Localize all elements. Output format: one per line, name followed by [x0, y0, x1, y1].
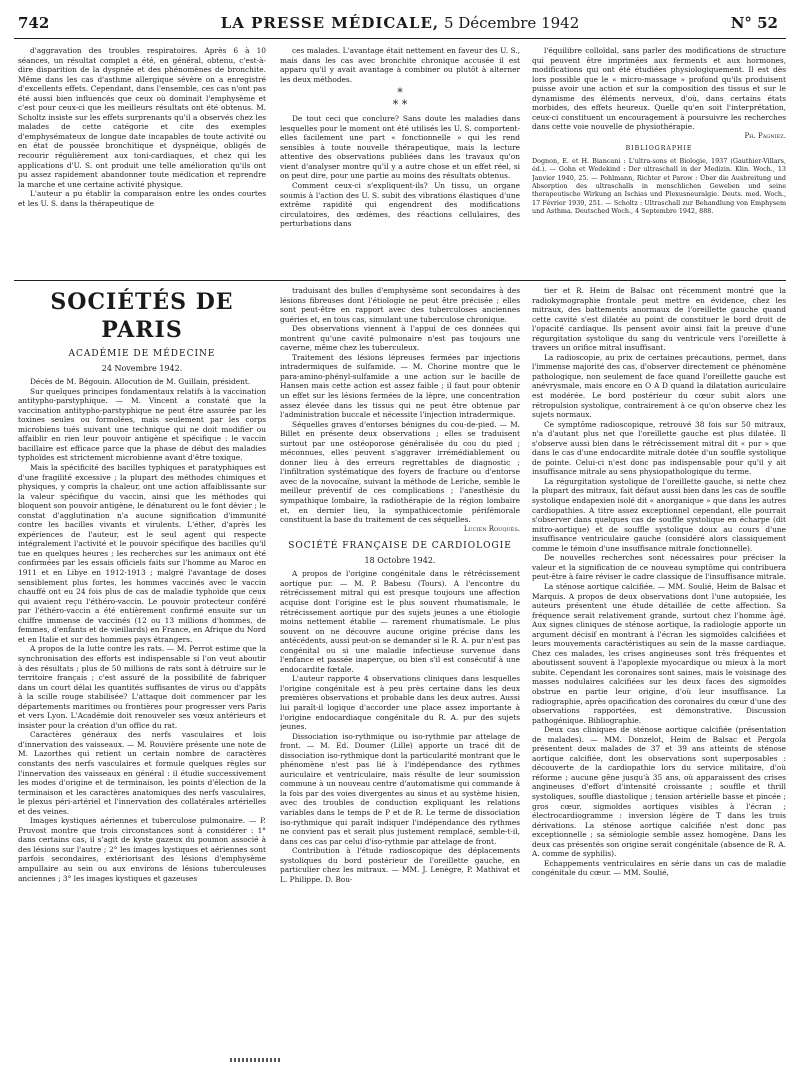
paragraph: Caractères généraux des nerfs vasculaires et lois d'innervation des vaisseaux. — M. Rouvière présente une note de M. Lazorthes qui retient un certain nombre de caractères constants des nerfs vasculaires et formule quelques règles sur l'innervation des vaisseaux en général : il étudie successivement les modes d'origine et de terminaison, les points d'élection de la terminaison et les caractères anatomiques des nerfs vasculaires, le plexus péri-artériel et l'innervation des collatérales artérielles et des veines. [18, 730, 266, 816]
paragraph: La régurgitation systolique de l'oreillette gauche, si nette chez la plupart des mitraux, fait défaut aussi bien dans les cas de souffle systolique endapexien isolé dit « anorganique » que dans les autres cardiopathies. A titre assez exceptionnel cependant, elle pourrait s'observer dans quelques cas de souffle systolique en écharpe (dit mitro-aortique) et de souffle systolique doux au cours d'une insuffisance ventriculaire gauche (considéré alors classiquement comme le témoin d'une insuffisance mitrale fonctionnelle). [532, 476, 786, 553]
meeting-date: 24 Novembre 1942. [101, 363, 183, 373]
paragraph: Séquelles graves d'entorses bénignes du cou-de-pied. — M. Billet en présente deux observations ; elles se traduisent surtout par une ostéoporose généralisée du cou du pied ; méconnues, elles peuvent s'aggraver irrémédiablement ou donner lieu à des erreurs regrettables de diagnostic ; l'infiltration systématique des foyers de fracture ou d'entorse avec de la novocaïne, suivant la méthode de Leriche, semble le meilleur préventif de ces complications ; l'anesthésie du sympathique lombaire, la radiothérapie de la région lombaire et, en dernier lieu, la sympathicectomie périfémorale constituent la base du traitement de ces séquelles. [280, 419, 520, 525]
paragraph: Deux cas cliniques de sténose aortique calcifiée (présentation de malades). — MM. Donzelot, Heim de Balsac et Pergola présentent deux malades de 37 et 39 ans atteints de sténose aortique calcifiée, dont les observations sont superposables : découverte de la cardiopathie lors du service militaire, d'où réforme ; aucune gêne jusqu'à 35 ans, où apparaissent des crises angineuses d'effort d'intensité croissante ; souffle et thrill systoliques, souffle diastolique ; tension artérielle basse et pincée ; gros cœur, sigmoïdes aortiques visibles à l'écran ; électrocardiogramme : inversion légère de T dans les trois dérivations. La sténose aortique calcifiée n'est donc pas exceptionnelle ; sa sémiologie semble assez homogène. Dans les deux cas présentés son origine serait congénitale (absence de R. A. A. comme de syphilis). [532, 725, 786, 859]
paragraph: l'équilibre colloïdal, sans parler des modifications de structure qui peuvent être imprimées aux ferments et aux hormones, modifications qui ont été étudiées physiologiquement. Il est dès lors possible que le « micro-massage » profond qu'ils produisent puisse avoir une action et sur la composition des tissus et sur le dynamisme des éléments nerveux, d'où, dans certains états morbides, des effets heureux. Quelle qu'en soit l'interprétation, ceux-ci constituent un encouragement à poursuivre les recherches dans cette voie nouvelle de physiothérapie. [532, 46, 786, 132]
cardio-heading: SOCIÉTÉ FRANÇAISE DE CARDIOLOGIE [288, 541, 512, 552]
bottom-column-1 [18, 286, 266, 1064]
paragraph: Comment ceux-ci s'expliquent-ils? Un tissu, un organe soumis à l'action des U. S. subit des vibrations élastiques d'une extrême rapidité qui engendrent des modifications circulatoires, des œdèmes, des réactions cellulaires, des perturbations dans [280, 181, 520, 229]
author-signature: Ph. Pagniez. [744, 131, 786, 140]
paragraph: La sténose aortique calcifiée. — MM. Soulié, Heim de Balsac et Marquis. A propos de deux observations dont l'une autopsiée, les auteurs présentent une étude détaillée de cette affection. Sa fréquence serait relativement grande, surtout chez l'homme âgé. Aux signes cliniques de sténose aortique, la radiologie apporte un argument décisif en montrant à l'écran les sigmoïdes calcifiées et leurs mouvements caractéristiques au sein de la masse cardiaque. Chez ces malades, les crises angineuses sont très fréquentes et aboutissent souvent à l'apoplexie myocardique ou mieux à la mort subite. Cependant les coronaires sont saines, mais le voisinage des masses nodulaires calcifiées sur les deux faces des sigmoïdes obstrue en partie leur origine, d'où leur insuffisance. La radiographie, après opacification des coronaires du cœur d'une des observations rapportées, est démonstrative. Discussion pathogénique. Bibliographie. [532, 581, 786, 725]
paragraph: Mais la spécificité des bacilles typhiques et paratyphiques est d'une fragilité excessive ; la plupart des méthodes chimiques et physiques, y compris la chaleur, ont une action affaiblissante sur la valeur spécifique du vaccin, ainsi que les méthodes qui bloquent son pouvoir antigène, le dénaturent ou le font dévier ; le constat d'agglutination n'a aucune signification d'immunité contre les bacilles vivants et virulents. L'éther, d'après les expériences de l'auteur, est le seul agent qui respecte intégralement l'activité et le pouvoir spécifique des bacilles qu'il tue en quelques heures ; les recherches sur les animaux ont été confirmées par les essais officiels faits sur l'homme au Maroc en 1911 et en Libye en 1912-1913 ; malgré l'avantage de doses sensiblement plus fortes, les hommes vaccinés avec le vaccin chauffé ont eu 24 fois plus de cas de maladie typhoïde que ceux qui avaient reçu l'éthéro-vaccin. Le pouvoir protecteur conféré par l'éthéro-vaccin a été entièrement confirmé ensuite sur un chiffre immense de vaccinés (12 ou 13 millions d'hommes, de femmes, d'enfants et de vieillards) en France, en Afrique du Nord et en Italie et sur des hommes pays étrangers. [18, 463, 266, 644]
paragraph: A propos de la lutte contre les rats. — M. Perrot estime que la synchronisation des efforts est indispensable si l'on veut aboutir à des résultats ; plus de 50 millions de rats sont à détruire sur le territoire français ; c'est assuré de la possibilité de fabriquer dans un court délai les quantités suffisantes de virus ou d'appâts à la scille rouge stabilisée? L'attaque doit commencer par les départements maritimes ou frontières pour progresser vers Paris et vers Lyon. L'Académie doit renouveler ses vœux antérieurs et insister pour la création d'un office du rat. [18, 644, 266, 730]
paragraph: La radioscopie, au prix de certaines précautions, permet, dans l'immense majorité des cas, d'observer directement ce phénomène pathologique, non seulement de face quand l'oreillette gauche est anévrysmale, mais encore en O A D quand la dilatation auriculaire est modérée. Le bord postérieur du cœur subit alors une rétropulsion systolique, contrairement à ce qu'on observe chez les sujets normaux. [532, 352, 786, 420]
paragraph: Dissociation iso-rythmique ou iso-rythmie par attelage de front. — M. Ed. Doumer (Lille) apporte un tracé dit de dissociation iso-rythmique dont la particularité montrant que le phénomène n'est pas lié à l'indépendance des rythmes auriculaire et ventriculaire, mais résulte de leur soumission commune à un nouveau centre d'automatisme qui commande à la fois par des voies divergentes au sinus et au système hisien, avec des troubles de conduction expliquant les relations variables dans le temps de P et de R. Le terme de dissociation iso-rythmique qui paraît indiquer l'indépendance des rythmes ne convient pas et serait plus justement remplacé, semble-t-il, dans ces cas par celui d'iso-rythmie par attelage de front. [280, 731, 520, 846]
paragraph: A propos de l'origine congénitale dans le rétrécissement aortique pur. — M. P. Babesu (Tours). A l'encontre du rétrécissement mitral qui est presque toujours une affection acquise dont l'origine est le plus souvent rhumatismale, le rétrécissement aortique pur des sujets jeunes a une étiologie moins nettement établie — rarement rhumatismale. Le plus souvent on ne découvre aucune origine précise dans les antécédents, aussi peut-on se demander si le R. A. pur n'est pas congénital ou si une maladie infectieuse survenue dans l'enfance et passée inaperçue, ou bien s'il est consécutif à une endocardite fœtale. [280, 569, 520, 674]
header-rule [14, 38, 786, 39]
reporter-signature: Lucien Rouquès. [463, 524, 520, 533]
academie-heading: ACADÉMIE DE MÉDECINE [68, 349, 216, 359]
paragraph: Images kystiques aériennes et tuberculose pulmonaire. — P. Pruvost montre que trois circonstances sont à considérer : 1° dans certains cas, il s'agit de kyste gazeux du poumon associé à des lésions sur l'autre ; 2° les images kystiques et aériennes sont parfois secondaires, extériorisant des lésions d'emphysème ampullaire au sein ou aux environs de lésions tuberculeuses anciennes ; 3° les images kystiques et gazeuses [18, 816, 266, 883]
paragraph: L'auteur a pu établir la comparaison entre les ondes courtes et les U. S. dans la thérapeutique de [18, 189, 266, 208]
paragraph: L'auteur rapporte 4 observations cliniques dans lesquelles l'origine congénitale est à peu près certaine dans les deux premières observations et probable dans les deux autres. Aussi lui paraît-il logique d'accorder une place assez importante à l'origine endocardiaque congénitale du R. A. pur des sujets jeunes. [280, 674, 520, 732]
paragraph: De tout ceci que conclure? Sans doute les maladies dans lesquelles pour le moment ont été utilisés les U. S. comportent-elles facilement une part « fonctionnelle » qui les rend sensibles à toute nouvelle thérapeutique, mais la lecture attentive des observations publiées dans les travaux qu'on vient d'analyser montre qu'il y a autre chose et un effet réel, si on peut dire, pour une partie au moins des résultats obtenus. [280, 114, 520, 181]
section-title: SOCIÉTÉS DE PARIS [50, 289, 234, 343]
page-header [0, 0, 800, 42]
paragraph: tier et R. Heim de Balsac ont récemment montré que la radiokymographie frontale peut mettre en évidence, chez les mitraux, des battements anormaux de l'oreillette gauche quand cette cavité s'est dilatée au point de constituer le bord droit de l'opacité cardiaque. Ils pensent avoir ainsi fait la preuve d'une régurgitation systolique du sang du ventricule vers l'oreillette à travers un orifice mitral insuffisant. [532, 286, 786, 353]
paragraph: traduisant des bulles d'emphysème sont secondaires à des lésions fibreuses dont l'étiologie ne peut être précisée ; elles sont peut-être en rapport avec des tuberculoses anciennes guéries et, en tous cas, simulant une tuberculose chronique. [280, 286, 520, 324]
top-column-2 [280, 46, 520, 274]
paragraph: De nouvelles recherches sont nécessaires pour préciser la valeur et la signification de ce nouveau symptôme qui contribuera peut-être à faire réviser le cadre classique de l'insuffisance mitrale. [532, 553, 786, 582]
issue-date: 5 Décembre 1942 [443, 14, 580, 32]
bibliography: Dognon, E. et H. Biancani : L'ultra-sons et Biologie, 1937 (Gauthier-Villars, éd.). — Gohn et Wedekind : Der ultraschall in der Medizin. Klin. Woch., 13 Janvier 1940, 25. — Pohlmann, Richter et Parow : Über die Ausbreitung und Absorption des ultraschalls in menschlichen Geweben und seine therapeutische Wirkung an Ischias und Plexusneuralgie. Deuts. med. Woch., 17 Février 1939, 251. — Scholtz : Ultraschall zur Behandlung von Emphysem und Asthma. Deutsched Woch., 4 Septembre 1942, 888. [532, 157, 786, 215]
bottom-column-2 [280, 286, 520, 1064]
paragraph: Sur quelques principes fondamentaux relatifs à la vaccination antitypho-parstyphique. — M. Vincent a constaté que la vaccination antitypho-parstyphique ne peut être assurée par les toxines seules ou formolées, mais seulement par les corps microbiens tués suivant une technique qui ne doit modifier ou affaiblir en rien leur pouvoir antigène et spécifique : le vaccin bacillaire est efficace parce que la phase de début des maladies typhoïdes est strictement microbienne avant d'être toxique. [18, 386, 266, 463]
issue-number: N° 52 [730, 14, 778, 32]
print-mark [230, 1058, 282, 1062]
journal-title [0, 14, 800, 32]
paragraph: d'aggravation des troubles respiratoires. Après 6 à 10 séances, un résultat complet a été, en général, obtenu, c'est-à-dire disparition de la dyspnée et des phénomènes de bronchite. Même dans les cas d'asthme allergique sévère on a enregistré d'excellents effets. Cependant, dans l'ensemble, ces cas n'ont pas été aussi bien influencés que ceux où dominait l'emphysème et c'est pour ceux-ci que les meilleurs résultats ont été obtenus. M. Scholtz insiste sur les effets surprenants qu'il a observés chez les malades de cette catégorie et cite des exemples d'emphysémateux de longue date incapables de toute activité ou en état de poussée bronchitique et dyspnéique, obligés de recourir régulièrement aux toni-cardiaques, et chez qui les applications d'U. S. ont produit une telle amélioration qu'ils ont pu assez rapidement abandonner toute médication et reprendre la marche et une certaine activité physique. [18, 46, 266, 189]
section-rule [14, 280, 786, 281]
top-column-1 [18, 46, 266, 274]
journal-name: LA PRESSE MÉDICALE, [220, 14, 440, 32]
paragraph: Des observations viennent à l'appui de ces données qui montrent qu'une cavité pulmonaire n'est pas toujours une caverne, même chez les tuberculeux. [280, 324, 520, 353]
paragraph: Décès de M. Bégouin. Allocution de M. Guillain, président. [30, 377, 251, 387]
section-stars: * * * [392, 86, 408, 112]
top-column-3 [532, 46, 786, 274]
meeting-date: 18 Octobre 1942. [364, 555, 436, 565]
bottom-column-3 [532, 286, 786, 1064]
bibliography-heading: BIBLIOGRAPHIE [625, 145, 693, 153]
paragraph: Echappements ventriculaires en série dans un cas de maladie congénitale du cœur. — MM. Soulié, [532, 858, 786, 878]
paragraph: ces malades. L'avantage était nettement en faveur des U. S., mais dans les cas avec bronchite chronique accusée il est apparu qu'il y avait avantage à combiner ou plutôt à alterner les deux méthodes. [280, 46, 520, 84]
page-number: 742 [18, 14, 50, 32]
paragraph: Traitement des lésions lépreuses fermées par injections intradermiques de sulfamide. — M. Chorine montre que le para-amino-phényl-sulfamide a une action sur le bacille de Hansen mais cette action est assez faible ; il faut pour obtenir un effet sur les lésions fermées de la lèpre, une concentration assez élevée dans les tissus qui ne peut être obtenue par l'administration buccale et nécessite l'injection intradermique. [280, 352, 520, 420]
paragraph: Contribution à l'étude radioscopique des déplacements systoliques du bord postérieur de l'oreillette gauche, en particulier chez les mitraux. — MM. J. Lenègre, P. Mathivat et L. Philippe. D. Bou- [280, 846, 520, 884]
paragraph: Ce symptôme radioscopique, retrouvé 38 fois sur 50 mitraux, n'a d'autant plus net que l'oreillette gauche est plus dilatée. Il s'observe aussi bien dans le rétrécissement mitral dit « pur » que dans le cas d'une endocardite mitrale dotée d'un souffle systolique de pointe. Celui-ci n'est donc pas indispensable pour qu'il y ait insuffisance mitrale au sens physiopathologique du terme. [532, 419, 786, 477]
